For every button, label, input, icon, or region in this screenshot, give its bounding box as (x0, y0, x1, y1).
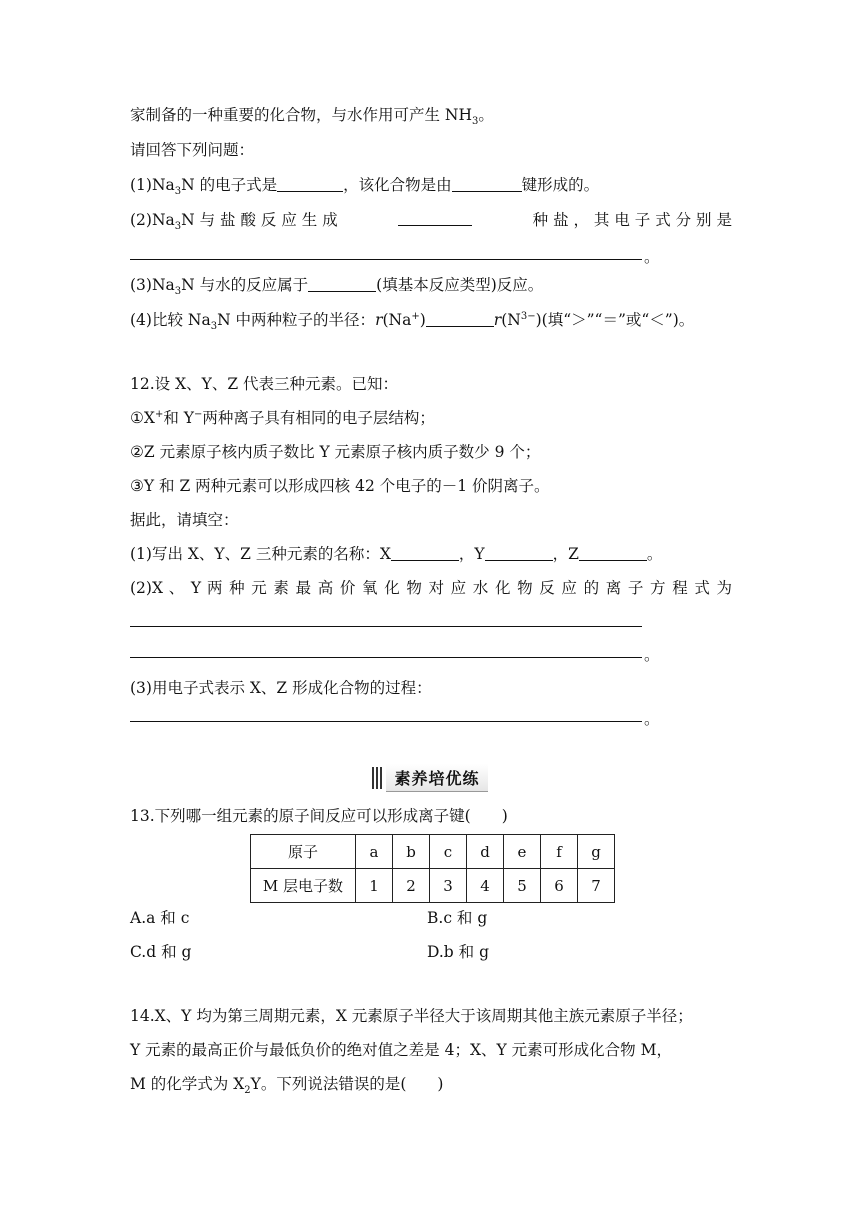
answer-blank[interactable] (308, 276, 376, 292)
q11-part1: $(1)Na_3N$ 的电子式是 ，该化合物是由 键形成的。 (130, 176, 600, 198)
table-cell: 3 (430, 869, 467, 903)
q14-line-2: Y 元素的最高正价与最低负价的绝对值之差是 4；X、Y 元素可形成化合物 M， (130, 1041, 672, 1059)
table-cell: a (356, 835, 393, 869)
answer-blank[interactable] (398, 210, 472, 226)
answer-line[interactable] (130, 656, 642, 658)
option-c[interactable]: C.d 和 g (130, 943, 192, 961)
answer-blank[interactable] (277, 176, 343, 192)
table-header-electrons: M 层电子数 (251, 869, 356, 903)
option-b[interactable]: B.c 和 g (427, 909, 488, 927)
table-row (251, 869, 615, 903)
table-cell: c (430, 835, 467, 869)
table-row (251, 835, 615, 869)
q11-part4: (4)比较 $Na_3N$ 中两种粒子的半径：r(Na+) $r(N^{3-})$(填“＞”“＝”或“＜”)。 (130, 310, 695, 333)
section-header (0, 764, 860, 792)
answer-blank[interactable] (452, 176, 522, 192)
q14-line-3: M 的化学式为 $X_2Y$。下列说法错误的是( ) (130, 1075, 444, 1097)
q11-ask: 请回答下列问题： (130, 141, 255, 159)
answer-line[interactable] (130, 625, 642, 627)
q12-condition-3: ③Y 和 Z 两种元素可以形成四核 42 个电子的－1 价阴离子。 (130, 477, 550, 495)
table-cell: 2 (393, 869, 430, 903)
q12-part2-end: 。 (644, 646, 660, 664)
answer-line[interactable] (130, 258, 642, 260)
electron-table (250, 834, 615, 903)
q12-condition-1: ①X+和 Y−两种离子具有相同的电子层结构； (130, 408, 435, 427)
q11-part2-end: 。 (644, 248, 660, 266)
q12-stem: 12.设 X、Y、Z 代表三种元素。已知： (130, 375, 399, 393)
answer-blank[interactable] (391, 545, 459, 561)
table-cell: e (504, 835, 541, 869)
answer-blank[interactable] (485, 545, 553, 561)
table-cell: d (467, 835, 504, 869)
q13-stem: 13.下列哪一组元素的原子间反应可以形成离子键( ) (130, 807, 508, 825)
section-bars-icon (372, 767, 382, 789)
table-cell: g (578, 835, 615, 869)
answer-line[interactable] (130, 720, 642, 722)
q11-part3: $(3)Na_3N$ 与水的反应属于 (填基本反应类型)反应。 (130, 276, 544, 298)
table-header-atom: 原子 (251, 835, 356, 869)
table-cell: 4 (467, 869, 504, 903)
table-cell: 5 (504, 869, 541, 903)
answer-blank[interactable] (579, 545, 647, 561)
option-a[interactable]: A.a 和 c (130, 909, 190, 927)
section-title: 素养培优练 (386, 764, 487, 792)
q12-part3: (3)用电子式表示 X、Z 形成化合物的过程： (130, 679, 432, 697)
q12-part2: (2)X 、 Y 两 种 元 素 最 高 价 氧 化 物 对 应 水 化 物 反 应 的 离 子 方 程 式 为 (130, 579, 732, 597)
q11-part2: $(2)Na_3N$ 与 盐 酸 反 应 生 成 种 盐 ， 其 电 子 式 分 别 是 (130, 211, 732, 233)
table-cell: f (541, 835, 578, 869)
table-cell: b (393, 835, 430, 869)
q12-condition-2: ②Z 元素原子核内质子数比 Y 元素原子核内质子数少 9 个； (130, 443, 541, 461)
answer-blank[interactable] (426, 311, 494, 327)
q12-part1: (1)写出 X、Y、Z 三种元素的名称：X ，Y ，Z 。 (130, 545, 663, 563)
table-cell: 7 (578, 869, 615, 903)
q12-part3-end: 。 (644, 710, 660, 728)
q14-line-1: 14.X、Y 均为第三周期元素，X 元素原子半径大于该周期其他主族元素原子半径； (130, 1007, 693, 1025)
q11-intro: 家制备的一种重要的化合物，与水作用可产生 $NH_3$。 (130, 106, 494, 128)
q12-fill: 据此，请填空： (130, 511, 239, 529)
table-cell: 1 (356, 869, 393, 903)
table-cell: 6 (541, 869, 578, 903)
option-d[interactable]: D.b 和 g (427, 943, 490, 961)
